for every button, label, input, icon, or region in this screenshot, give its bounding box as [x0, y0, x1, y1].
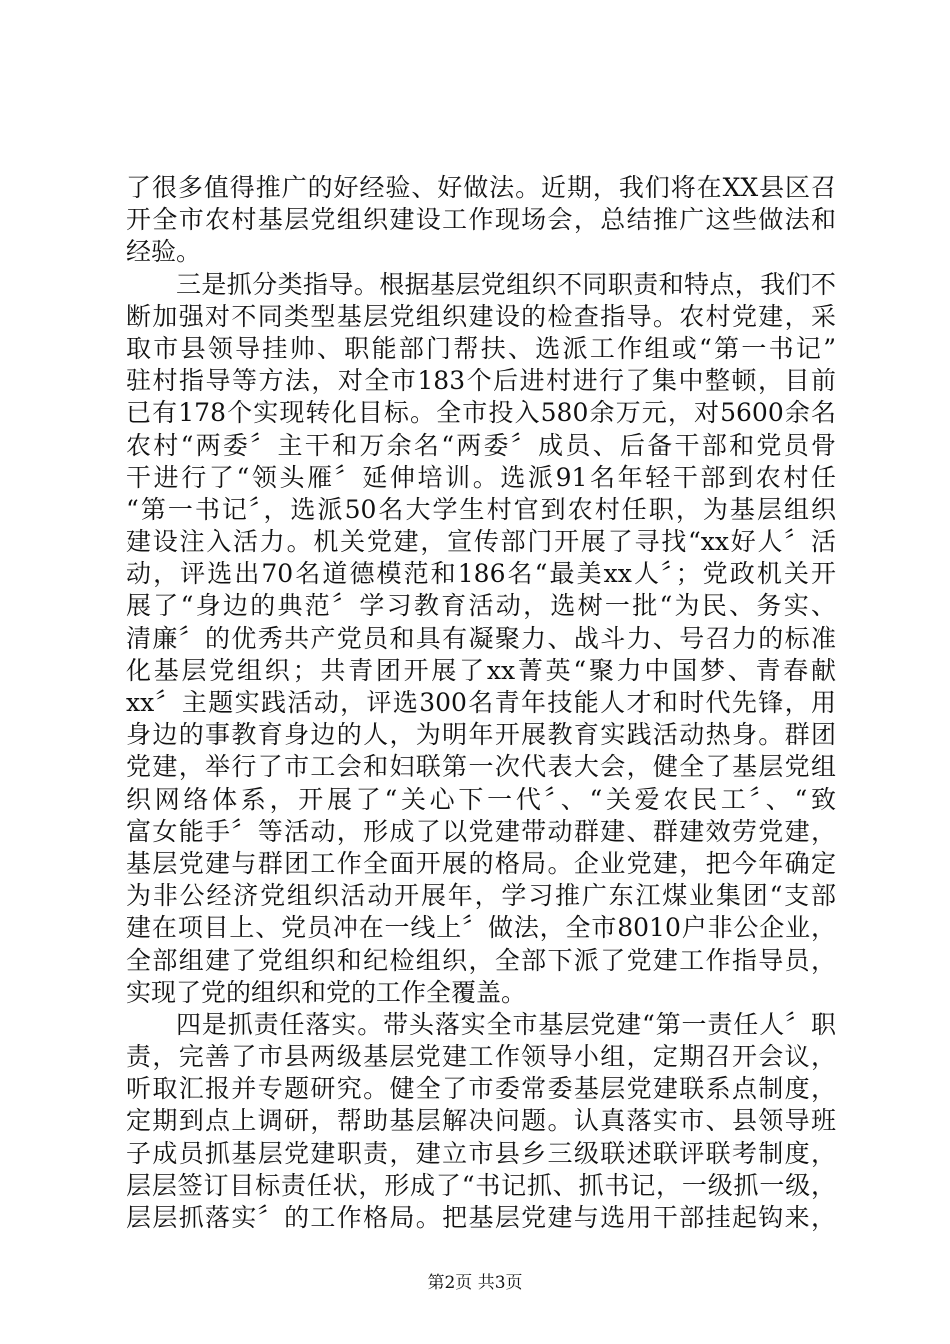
- text-line: 责，完善了市县两级基层党建工作领导小组，定期召开会议，: [126, 1042, 836, 1072]
- text-line: 化基层党组织；共青团开展了xx菁英“聚力中国梦、青春献: [126, 655, 836, 685]
- text-line: 建设注入活力。机关党建，宣传部门开展了寻找“xx好人〞活: [126, 527, 836, 557]
- text-line: 取市县领导挂帅、职能部门帮扶、选派工作组或“第一书记”: [126, 333, 836, 363]
- text-line: 驻村指导等方法，对全市183个后进村进行了集中整顿，目前: [126, 366, 836, 396]
- paragraph-start-line: 三是抓分类指导。根据基层党组织不同职责和特点，我们不: [176, 269, 836, 299]
- text-line: 基层党建与群团工作全面开展的格局。企业党建，把今年确定: [126, 848, 836, 878]
- text-line: 动，评选出70名道德模范和186名“最美xx人〞；党政机关开: [126, 559, 836, 589]
- text-line: 了很多值得推广的好经验、好做法。近期，我们将在XX县区召: [126, 173, 836, 202]
- text-line: 经验。: [126, 237, 202, 267]
- text-line: 富女能手〞等活动，形成了以党建带动群建、群建效劳党建，: [126, 816, 836, 846]
- text-line: “第一书记〞，选派50名大学生村官到农村任职，为基层组织: [126, 494, 836, 524]
- text-line: 层层抓落实〞的工作格局。把基层党建与选用干部挂起钩来，: [126, 1203, 836, 1232]
- text-line: 为非公经济党组织活动开展年，学习推广东江煤业集团“支部: [126, 881, 836, 911]
- text-line: 层层签订目标责任状，形成了“书记抓、抓书记，一级抓一级，: [126, 1170, 836, 1200]
- text-line: 断加强对不同类型基层党组织建设的检查指导。农村党建，采: [126, 301, 836, 331]
- paragraph-start-line: 四是抓责任落实。带头落实全市基层党建“第一责任人〞职: [176, 1009, 836, 1039]
- page-number-footer: 第2页 共3页: [427, 1273, 523, 1293]
- text-line: xx〞主题实践活动，评选300名青年技能人才和时代先锋，用: [126, 688, 836, 717]
- text-line: 全部组建了党组织和纪检组织，全部下派了党建工作指导员，: [126, 945, 836, 975]
- text-line: 实现了党的组织和党的工作全覆盖。: [126, 977, 527, 1007]
- text-line: 定期到点上调研，帮助基层解决问题。认真落实市、县领导班: [126, 1106, 836, 1136]
- text-line: 开全市农村基层党组织建设工作现场会，总结推广这些做法和: [126, 205, 836, 235]
- text-line: 展了“身边的典范〞学习教育活动，选树一批“为民、务实、: [126, 591, 836, 621]
- text-line: 身边的事教育身边的人，为明年开展教育实践活动热身。群团: [126, 720, 836, 750]
- text-line: 织网络体系，开展了“关心下一代〞、“关爱农民工〞、“致: [126, 784, 836, 814]
- text-line: 已有178个实现转化目标。全市投入580余万元，对5600余名: [126, 398, 836, 428]
- document-body: [126, 172, 836, 1234]
- text-line: 清廉〞的优秀共产党员和具有凝聚力、战斗力、号召力的标准: [126, 623, 836, 653]
- text-line: 子成员抓基层党建职责，建立市县乡三级联述联评联考制度，: [126, 1138, 836, 1168]
- text-line: 干进行了“领头雁〞延伸培训。选派91名年轻干部到农村任: [126, 462, 836, 492]
- text-line: 听取汇报并专题研究。健全了市委常委基层党建联系点制度，: [126, 1074, 836, 1104]
- text-line: 农村“两委〞主干和万余名“两委〞成员、后备干部和党员骨: [126, 430, 836, 460]
- text-line: 建在项目上、党员冲在一线上〞做法，全市8010户非公企业，: [126, 913, 836, 943]
- text-line: 党建，举行了市工会和妇联第一次代表大会，健全了基层党组: [126, 752, 836, 782]
